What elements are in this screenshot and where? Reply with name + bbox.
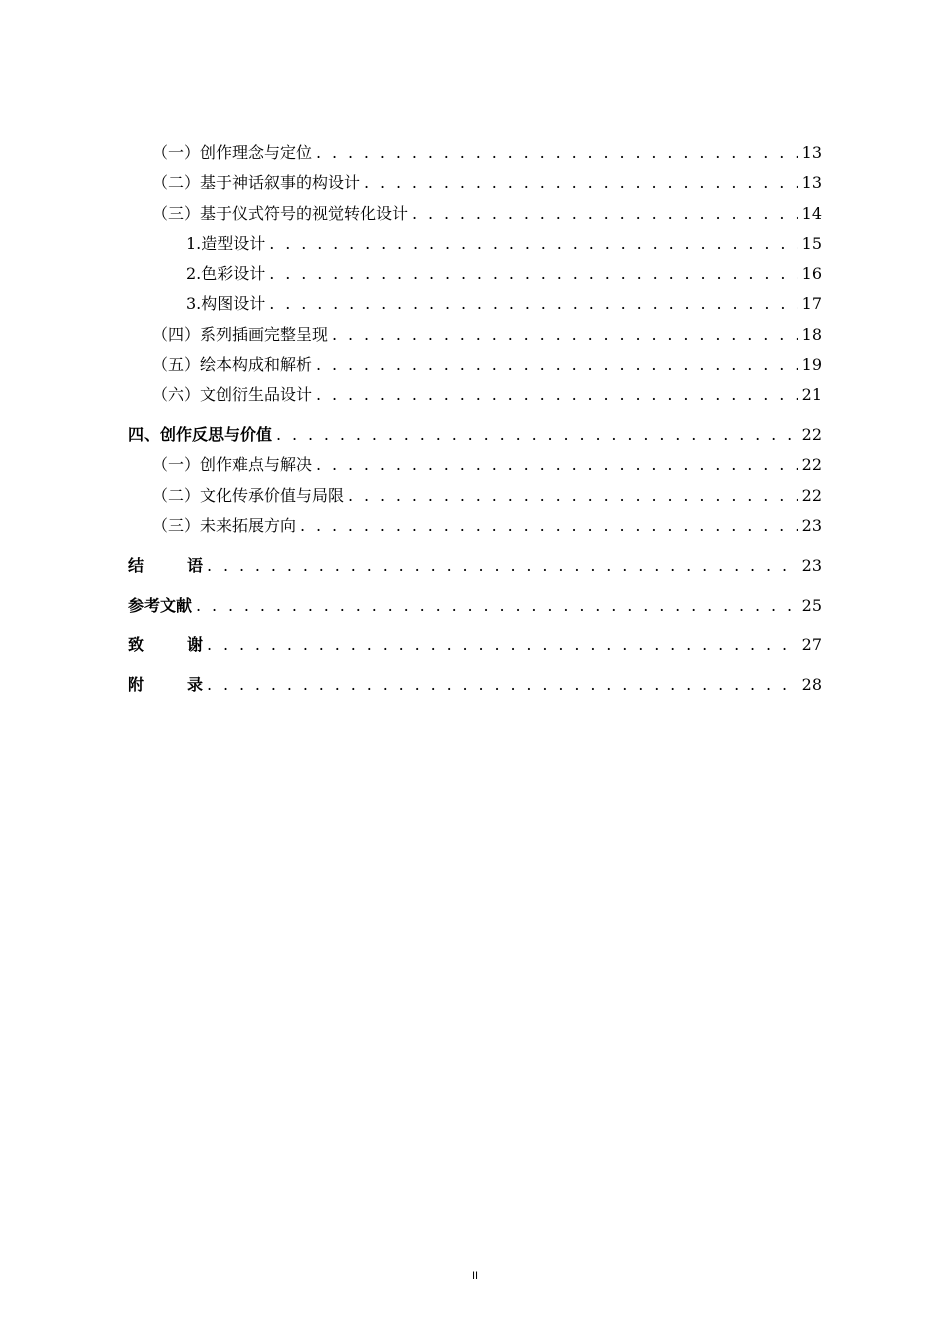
toc-entry-title: 参考文献 (128, 595, 193, 615)
toc-entry-page: 28 (801, 675, 822, 695)
toc-entry-title: （四）系列插画完整呈现 (152, 324, 329, 344)
toc-entry-title-char: 录 (186, 675, 203, 695)
toc-entry-page: 17 (801, 294, 822, 314)
toc-chapter-entry[interactable] (128, 591, 822, 621)
dot-leader (207, 670, 798, 700)
toc-chapter-entry[interactable] (128, 630, 822, 660)
toc-entry-title (128, 551, 203, 581)
dot-leader (276, 420, 798, 450)
toc-entry-title: （一）创作理念与定位 (152, 143, 313, 162)
toc-entry-title: 四、创作反思与价值 (128, 425, 273, 445)
toc-entry[interactable] (128, 229, 822, 259)
toc-entry-page: 22 (801, 455, 822, 475)
dot-leader (269, 259, 797, 289)
toc-entry[interactable] (128, 168, 822, 198)
dot-leader (207, 551, 798, 581)
toc-entry-title-char: 语 (186, 555, 203, 575)
toc-entry[interactable] (128, 350, 822, 380)
toc-entry-title: （六）文创衍生品设计 (152, 385, 313, 405)
dot-leader (300, 511, 798, 541)
toc-entry-title-char: 结 (128, 555, 145, 575)
toc-entry[interactable] (128, 450, 822, 480)
dot-leader (332, 320, 798, 350)
toc-entry-page: 22 (801, 425, 822, 445)
dot-leader (196, 591, 798, 621)
dot-leader (412, 199, 798, 229)
page-number: II (471, 1270, 479, 1282)
toc-chapter-entry[interactable] (128, 670, 822, 700)
toc-entry-page: 22 (801, 485, 822, 505)
dot-leader (364, 168, 798, 198)
toc-entry-page: 23 (801, 516, 822, 536)
toc-entry-page: 18 (801, 324, 822, 344)
toc-entry[interactable] (128, 481, 822, 511)
dot-leader (269, 289, 797, 319)
dot-leader (269, 229, 797, 259)
toc-entry[interactable] (128, 138, 822, 168)
toc-entry-title: （一）创作难点与解决 (152, 455, 313, 475)
toc-entry[interactable] (128, 511, 822, 541)
toc-entry-page: 14 (801, 203, 822, 223)
toc-entry-title: 1.造型设计 (186, 233, 266, 253)
toc-entry-title: 2.色彩设计 (186, 264, 266, 284)
toc-entry-page: 23 (801, 555, 822, 575)
toc-entry-title: （三）未来拓展方向 (152, 516, 297, 536)
toc-entry-title (128, 670, 203, 700)
toc-entry-title: 3.构图设计 (186, 294, 266, 314)
dot-leader (316, 450, 798, 480)
toc-entry-page: 25 (801, 595, 822, 615)
toc-entry[interactable] (128, 259, 822, 289)
toc-entry-page: 13 (801, 143, 822, 162)
dot-leader (207, 630, 798, 660)
toc-chapter-entry[interactable] (128, 420, 822, 450)
toc-chapter-entry[interactable] (128, 551, 822, 581)
toc-entry[interactable] (128, 289, 822, 319)
toc-entry[interactable] (128, 199, 822, 229)
toc-entry-page: 27 (801, 635, 822, 655)
toc-entry-page: 16 (801, 264, 822, 284)
toc-entry-title: （二）文化传承价值与局限 (152, 485, 345, 505)
toc-entry[interactable] (128, 320, 822, 350)
toc-entry-title: （二）基于神话叙事的构设计 (152, 173, 361, 193)
toc-entry-title: （五）绘本构成和解析 (152, 355, 313, 375)
dot-leader (348, 481, 798, 511)
dot-leader (316, 138, 798, 168)
toc-entry-title-char: 致 (128, 635, 145, 655)
toc-entry-page: 15 (801, 233, 822, 253)
dot-leader (316, 350, 798, 380)
toc-entry-page: 19 (801, 355, 822, 375)
toc-entry-title (128, 630, 203, 660)
toc-entry-page: 21 (801, 385, 822, 405)
dot-leader (316, 380, 798, 410)
toc-entry-title-char: 谢 (186, 635, 203, 655)
page-footer (0, 1270, 950, 1282)
toc-entry-title-char: 附 (128, 675, 145, 695)
toc-entry-title: （三）基于仪式符号的视觉转化设计 (152, 203, 409, 223)
toc-entry-page: 13 (801, 173, 822, 193)
toc-entry[interactable] (128, 380, 822, 410)
table-of-contents (128, 138, 822, 701)
